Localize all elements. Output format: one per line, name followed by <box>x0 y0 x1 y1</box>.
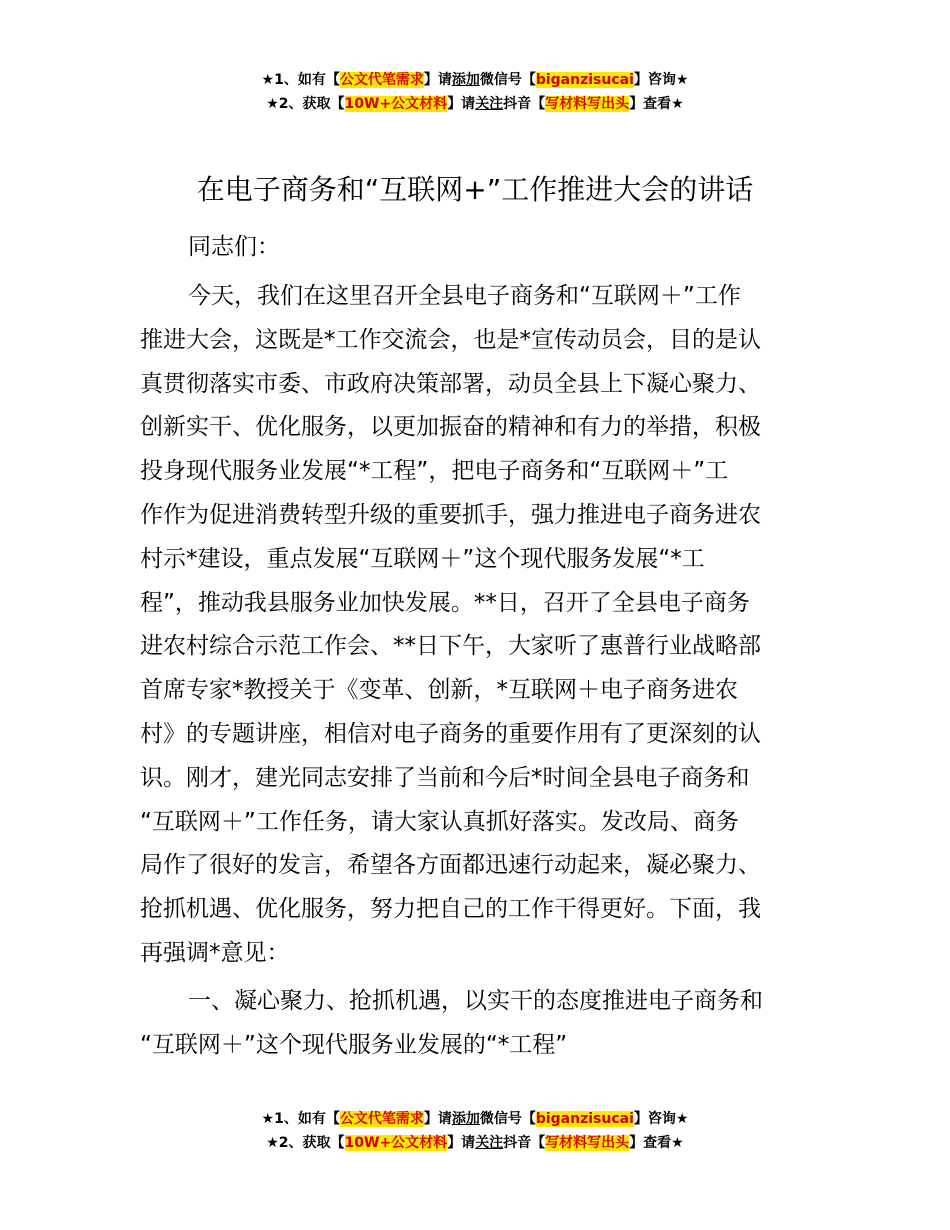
promo-text: 】查看★ <box>629 1135 684 1151</box>
greeting <box>140 226 860 270</box>
text-line: “互联网＋”工作任务，请大家认真抓好落实。发改局、商务 <box>140 808 739 835</box>
main-paragraph <box>140 275 812 976</box>
promo-text: 】请 <box>423 72 452 88</box>
promo-text: 微信号【 <box>479 1111 536 1127</box>
section-heading <box>140 980 812 1068</box>
text-line: 程”，推动我县服务业加快发展。**日，召开了全县电子商务 <box>140 589 750 616</box>
text-line: 进农村综合示范工作会、**日下午，大家听了惠普行业战略部 <box>140 633 761 660</box>
highlight-materials: 10W+公文材料 <box>344 1135 448 1151</box>
document-title: 在电子商务和“互联网+”工作推进大会的讲话 <box>196 173 754 206</box>
promo-text: 】请 <box>447 1135 476 1151</box>
text-line: 抢抓机遇、优化服务，努力把自己的工作干得更好。下面，我 <box>140 896 761 923</box>
highlight-douyin: 写材料写出头 <box>545 96 630 112</box>
text-line: “互联网＋”这个现代服务业发展的“*工程” <box>140 1031 568 1058</box>
text-line: 一、凝心聚力、抢抓机遇，以实干的态度推进电子商务和 <box>188 988 763 1014</box>
highlight-materials: 10W+公文材料 <box>344 96 448 112</box>
promo-line-1 <box>0 68 950 92</box>
promo-text: ★1、如有【 <box>261 72 340 88</box>
promo-line-2 <box>0 1131 950 1155</box>
text-line: 首席专家*教授关于《变革、创新，*互联网＋电子商务进农 <box>140 677 738 704</box>
text-line: 真贯彻落实市委、市政府决策部署，动员全县上下凝心聚力、 <box>140 370 761 397</box>
promo-underlined: 添加 <box>451 1111 480 1127</box>
promo-text: 微信号【 <box>479 72 536 88</box>
highlight-douyin: 写材料写出头 <box>545 1135 630 1151</box>
text-line: 投身现代服务业发展“*工程”，把电子商务和“互联网＋”工 <box>140 458 729 485</box>
promo-text: ★2、获取【 <box>266 1135 345 1151</box>
promo-text: 抖音【 <box>503 96 546 112</box>
highlight-wechat-id: biganzisucai <box>535 1111 634 1127</box>
promo-underlined: 关注 <box>475 96 504 112</box>
text-line: 局作了很好的发言，希望各方面都迅速行动起来，凝必聚力、 <box>140 852 761 879</box>
promo-line-1 <box>0 1107 950 1131</box>
text-line: 识。刚才，建光同志安排了当前和今后*时间全县电子商务和 <box>140 764 750 791</box>
text-line: 村示*建设，重点发展“互联网＋”这个现代服务发展“*工 <box>140 545 705 572</box>
promo-banner-bottom <box>0 1107 950 1155</box>
promo-underlined: 添加 <box>451 72 480 88</box>
text-line: 村》的专题讲座，相信对电子商务的重要作用有了更深刻的认 <box>140 720 761 747</box>
promo-text: 】请 <box>447 96 476 112</box>
promo-text: 】查看★ <box>629 96 684 112</box>
promo-banner-top <box>0 68 950 116</box>
highlight-service: 公文代笔需求 <box>339 1111 424 1127</box>
highlight-wechat-id: biganzisucai <box>535 72 634 88</box>
promo-text: 抖音【 <box>503 1135 546 1151</box>
text-line: 再强调*意见： <box>140 939 290 966</box>
highlight-service: 公文代笔需求 <box>339 72 424 88</box>
text-line: 作作为促进消费转型升级的重要抓手，强力推进电子商务进农 <box>140 501 761 528</box>
text-line: 今天，我们在这里召开全县电子商务和“互联网＋”工作 <box>188 283 741 309</box>
promo-text: 】咨询★ <box>633 72 689 88</box>
promo-underlined: 关注 <box>475 1135 504 1151</box>
text-line: 推进大会，这既是*工作交流会，也是*宣传动员会，目的是认 <box>140 326 761 353</box>
text-line: 创新实干、优化服务，以更加振奋的精神和有力的举措，积极 <box>140 414 761 441</box>
promo-text: 】请 <box>423 1111 452 1127</box>
promo-text: ★1、如有【 <box>261 1111 340 1127</box>
promo-text: ★2、获取【 <box>266 96 345 112</box>
promo-text: 】咨询★ <box>633 1111 689 1127</box>
promo-line-2 <box>0 92 950 116</box>
greeting-text: 同志们： <box>188 234 280 260</box>
